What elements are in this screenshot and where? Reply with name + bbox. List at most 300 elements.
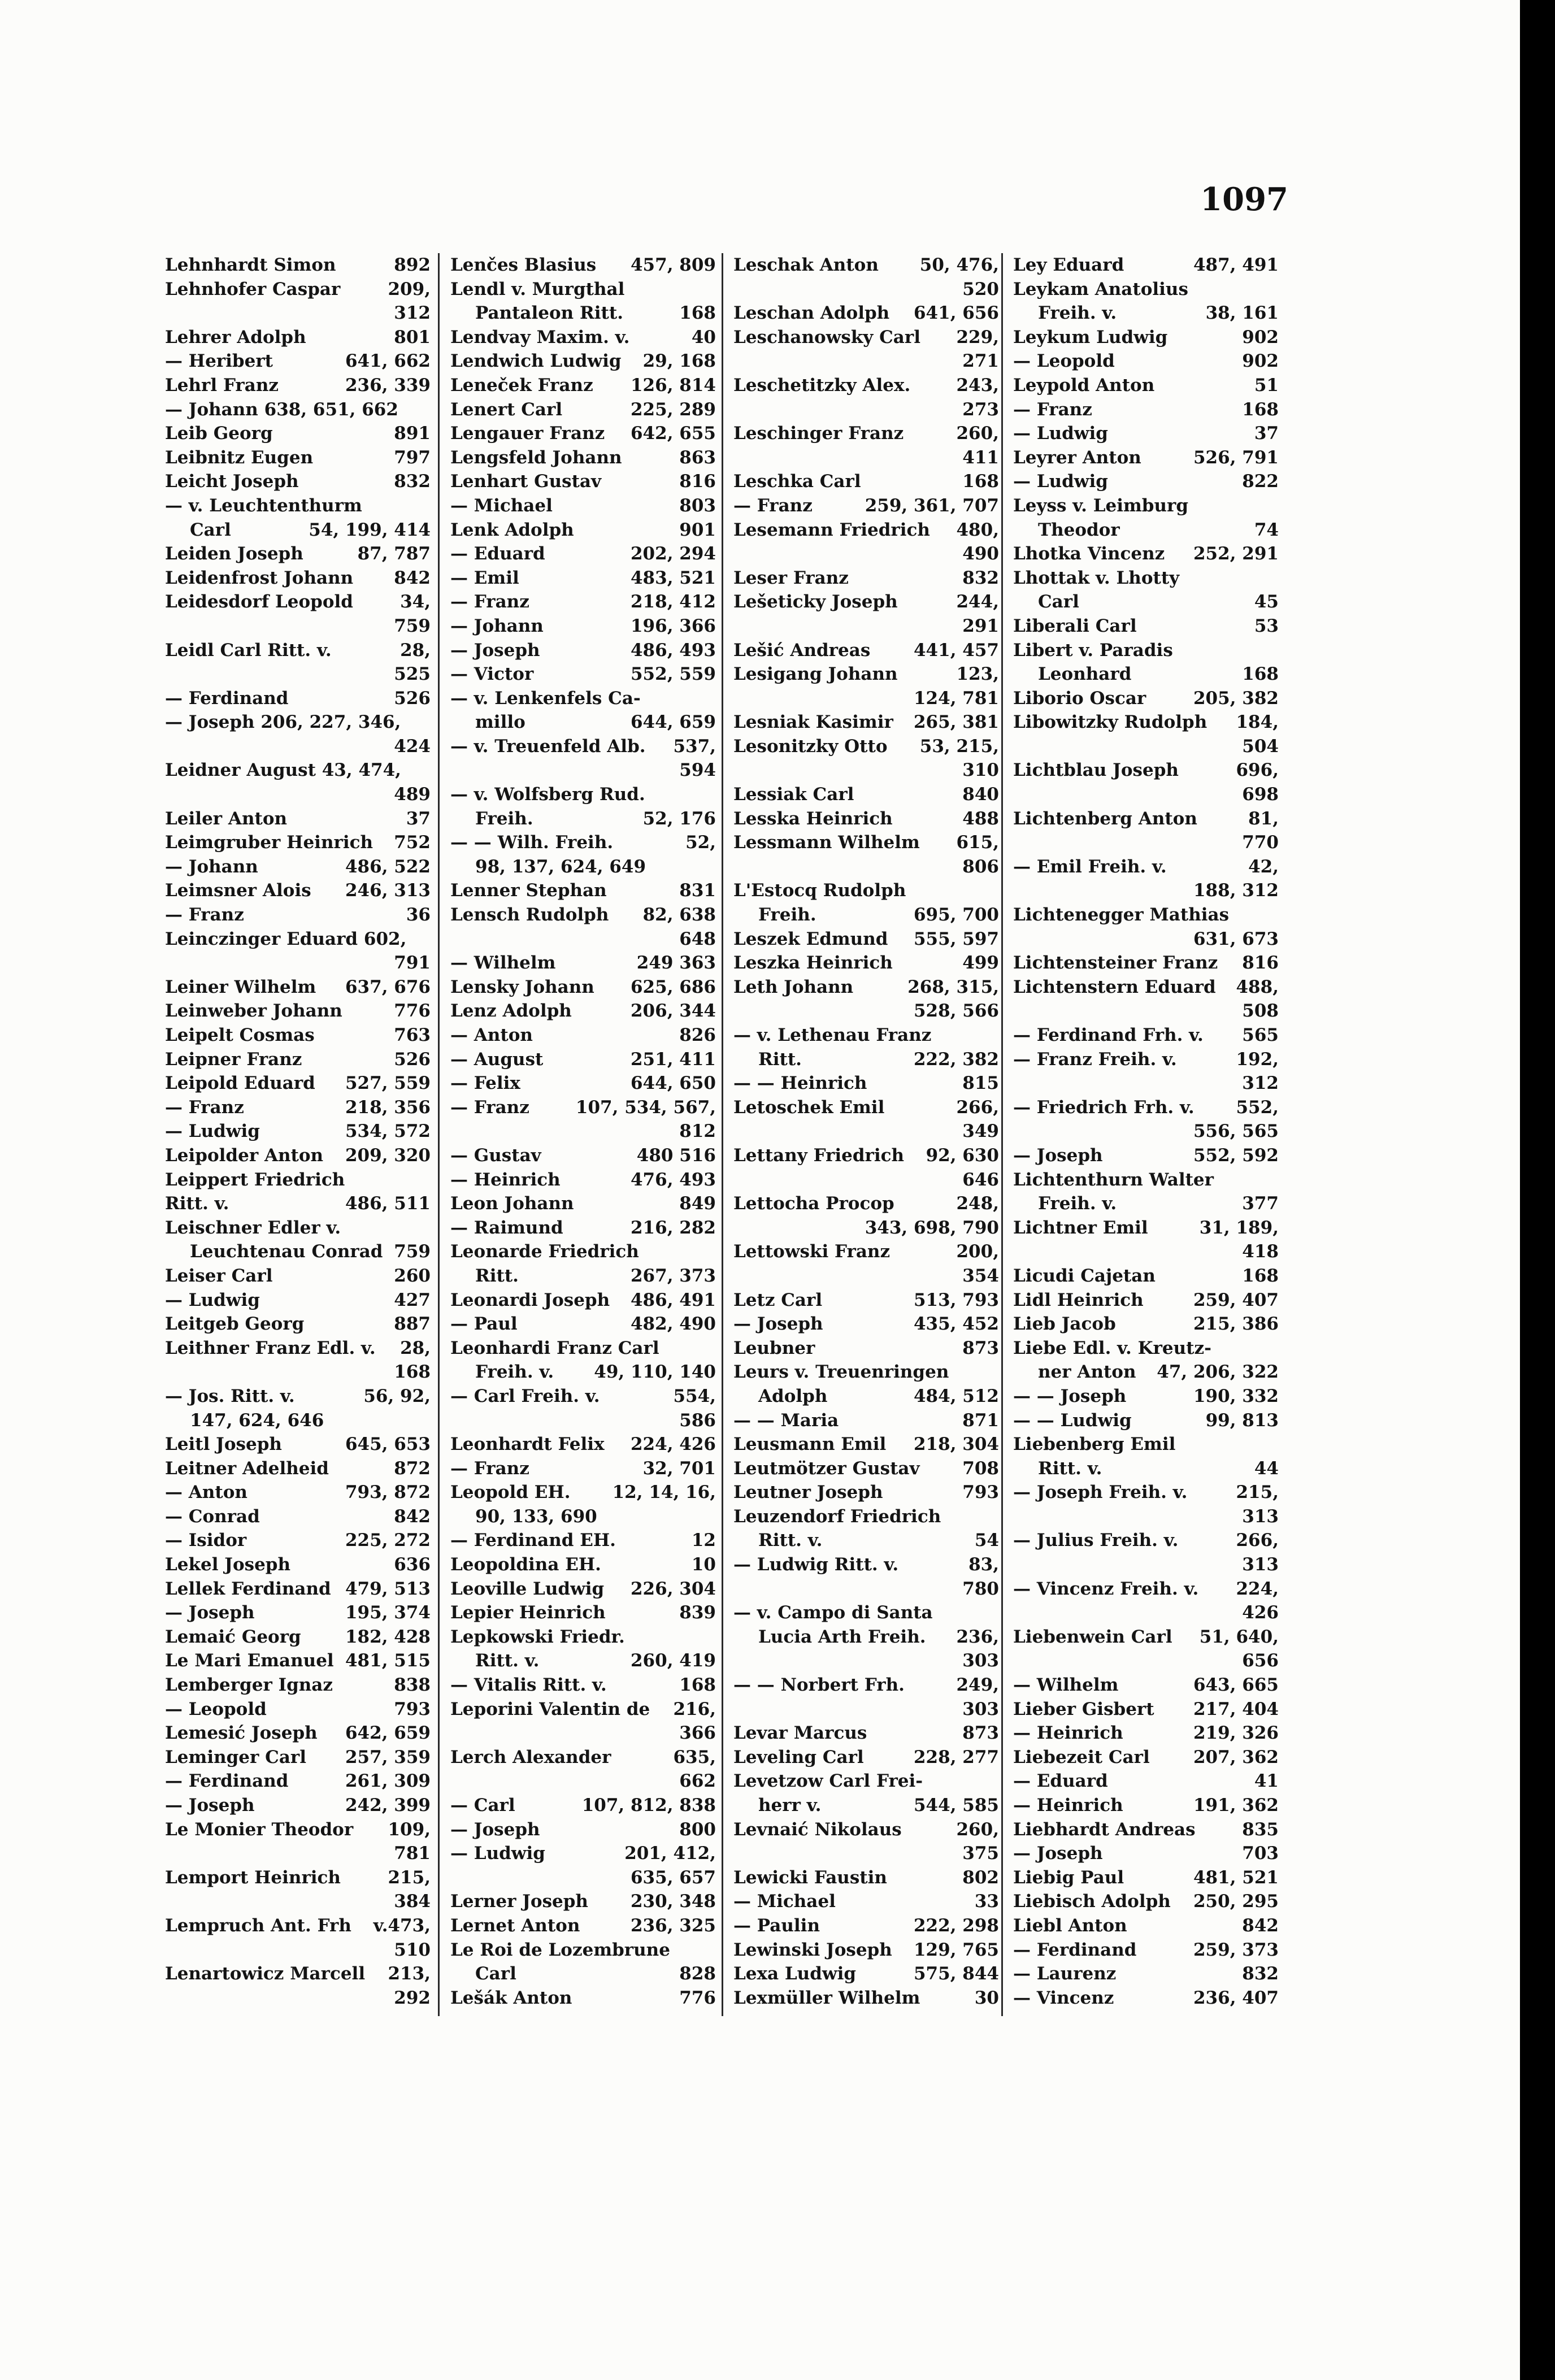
entry-pages: 832 [1242, 1964, 1279, 1984]
index-entry [450, 1240, 716, 1264]
index-entry [450, 566, 716, 590]
index-entry [165, 710, 431, 735]
index-entry [1013, 1096, 1279, 1120]
entry-name: — Emil [450, 567, 519, 588]
entry-pages: 226, 304 [630, 1578, 716, 1599]
index-entry [733, 1119, 999, 1144]
index-entry [450, 783, 716, 807]
index-entry [165, 494, 431, 518]
entry-pages: 826 [679, 1025, 716, 1045]
entry-pages: 267, 373 [630, 1265, 716, 1286]
index-entry [733, 1048, 999, 1072]
entry-pages: 902 [1242, 327, 1279, 348]
entry-name: — Ferdinand [165, 1771, 289, 1792]
index-entry [165, 758, 431, 783]
entry-name: — Vincenz Freih. v. [1013, 1578, 1199, 1599]
index-entry [165, 1119, 431, 1144]
entry-name: — Wilhelm [450, 953, 556, 974]
entry-name: Lengauer Franz [450, 423, 605, 444]
entry-pages: 249 363 [636, 953, 716, 974]
entry-name: Pantaleon Ritt. [475, 303, 623, 324]
entry-name: Lessmann Wilhelm [733, 832, 920, 853]
entry-name: Leiden Joseph [165, 544, 303, 564]
entry-pages: 816 [1242, 953, 1279, 974]
entry-pages: 643, 665 [1193, 1675, 1279, 1696]
entry-name: — Johann [165, 856, 258, 877]
index-entry [450, 277, 716, 302]
entry-pages: 490 [962, 544, 999, 564]
index-entry [450, 1962, 716, 1986]
entry-pages: 56, 92, [363, 1386, 431, 1406]
entry-pages: 81, [1248, 808, 1279, 829]
entry-name: Leiler Anton [165, 808, 288, 829]
entry-pages: 486, 522 [345, 856, 431, 877]
entry-name: Leykam Anatolius [1013, 279, 1188, 299]
entry-name: — Julius Freih. v. [1013, 1530, 1179, 1551]
index-entry [450, 518, 716, 542]
index-entry [450, 325, 716, 350]
entry-name: Freih. v. [475, 1362, 554, 1383]
index-entry [165, 1769, 431, 1793]
entry-pages: 832 [394, 471, 431, 492]
entry-name: — Vitalis Ritt. v. [450, 1675, 607, 1696]
index-column-2 [450, 253, 716, 2010]
index-entry [450, 1384, 716, 1409]
entry-pages: 427 [394, 1289, 431, 1310]
entry-pages: 486, 491 [630, 1289, 716, 1310]
entry-name: Levetzow Carl Frei- [733, 1771, 923, 1792]
index-entry [450, 1553, 716, 1577]
entry-name: Licudi Cajetan [1013, 1265, 1156, 1286]
entry-pages: 418 [1242, 1241, 1279, 1262]
entry-pages: 107, 534, 567, [575, 1097, 716, 1118]
index-entry [733, 1264, 999, 1288]
index-entry [1013, 1697, 1279, 1722]
entry-name: — Friedrich Frh. v. [1013, 1097, 1195, 1118]
entry-pages: 411 [962, 447, 999, 468]
entry-pages: 642, 655 [630, 423, 716, 444]
entry-name: Leveling Carl [733, 1747, 864, 1767]
index-entry [1013, 1119, 1279, 1144]
entry-name: — Isidor [165, 1530, 247, 1551]
index-entry [733, 1625, 999, 1649]
entry-pages: 631, 673 [1193, 928, 1279, 949]
entry-pages: 366 [679, 1723, 716, 1744]
index-entry [450, 639, 716, 663]
entry-pages: 487, 491 [1193, 255, 1279, 275]
entry-name: — Eduard [450, 544, 545, 564]
index-entry [450, 1769, 716, 1793]
entry-pages: 534, 572 [345, 1121, 431, 1142]
entry-pages: 168 [1242, 399, 1279, 420]
entry-pages: 260, [956, 1819, 999, 1840]
entry-pages: 696, [1236, 760, 1279, 781]
index-entry [1013, 710, 1279, 735]
entry-name: Lucia Arth Freih. [758, 1626, 926, 1647]
index-entry [450, 735, 716, 759]
entry-name: — Carl [450, 1795, 515, 1816]
entry-name: Leser Franz [733, 567, 849, 588]
entry-pages: 625, 686 [630, 976, 716, 997]
index-entry [165, 277, 431, 302]
index-entry [733, 758, 999, 783]
index-entry [733, 1432, 999, 1457]
index-entry [450, 903, 716, 927]
entry-name: — v. Wolfsberg Rud. [450, 784, 645, 805]
index-entry [1013, 1240, 1279, 1264]
entry-name: Leithner Franz Edl. v. [165, 1337, 376, 1358]
index-entry [733, 1986, 999, 2010]
entry-pages: 248, [956, 1193, 999, 1214]
entry-name: Leneček Franz [450, 375, 593, 396]
column-rule [438, 253, 440, 2016]
index-entry [1013, 1192, 1279, 1216]
index-entry [1013, 999, 1279, 1023]
entry-pages: 209, 320 [345, 1145, 431, 1166]
index-entry [1013, 1842, 1279, 1866]
index-entry [450, 542, 716, 566]
index-entry [733, 1168, 999, 1192]
index-entry [165, 1312, 431, 1336]
index-entry [450, 494, 716, 518]
index-entry [733, 614, 999, 639]
index-entry [733, 807, 999, 831]
entry-pages: 216, 282 [630, 1217, 716, 1238]
index-entry [1013, 1986, 1279, 2010]
entry-pages: 552, 592 [1193, 1145, 1279, 1166]
index-entry [165, 1192, 431, 1216]
entry-pages: 45 [1254, 592, 1279, 613]
index-entry [1013, 1721, 1279, 1745]
entry-name: — v. Lenkenfels Ca- [450, 688, 641, 709]
index-entry [450, 927, 716, 952]
index-entry [733, 1360, 999, 1384]
entry-pages: 354 [962, 1265, 999, 1286]
entry-pages: 375 [962, 1843, 999, 1864]
entry-pages: 312 [394, 303, 431, 324]
entry-pages: 752 [394, 832, 431, 853]
entry-pages: 525 [394, 664, 431, 685]
entry-pages: 236, 407 [1193, 1987, 1279, 2008]
index-entry [165, 1432, 431, 1457]
entry-name: — v. Campo di Santa [733, 1602, 933, 1623]
entry-pages: 259, 407 [1193, 1289, 1279, 1310]
index-entry [450, 1842, 716, 1866]
index-entry [1013, 1938, 1279, 1962]
entry-name: Carl [190, 519, 231, 540]
index-entry [1013, 1505, 1279, 1529]
entry-name: Lernet Anton [450, 1915, 580, 1936]
entry-pages: 207, 362 [1193, 1747, 1279, 1767]
index-entry [733, 1023, 999, 1048]
entry-name: Leschan Adolph [733, 303, 890, 324]
entry-pages: 565 [1242, 1025, 1279, 1045]
entry-pages: 842 [1242, 1915, 1279, 1936]
index-entry [1013, 518, 1279, 542]
index-entry [1013, 1071, 1279, 1096]
entry-pages: 10 [691, 1554, 716, 1575]
index-entry [450, 590, 716, 614]
entry-name: Leipolder Anton [165, 1145, 324, 1166]
entry-pages: 195, 374 [345, 1602, 431, 1623]
index-entry [450, 951, 716, 975]
entry-name: 90, 133, 690 [475, 1506, 597, 1527]
entry-pages: 806 [962, 856, 999, 877]
entry-pages: 424 [394, 736, 431, 757]
index-entry [450, 446, 716, 470]
entry-pages: 215, 386 [1193, 1314, 1279, 1335]
index-entry [733, 253, 999, 277]
entry-pages: 37 [406, 808, 431, 829]
index-entry [733, 1505, 999, 1529]
index-entry [165, 927, 431, 952]
entry-name: — Franz [450, 592, 529, 613]
index-entry [450, 422, 716, 446]
entry-name: Leyss v. Leimburg [1013, 495, 1189, 516]
index-entry [1013, 1673, 1279, 1697]
entry-pages: 892 [394, 255, 431, 275]
index-entry [733, 1144, 999, 1168]
entry-name: Lettany Friedrich [733, 1145, 905, 1166]
entry-name: — Emil Freih. v. [1013, 856, 1167, 877]
index-entry [165, 1673, 431, 1697]
entry-name: Lichtenberg Anton [1013, 808, 1197, 829]
column-rule [722, 253, 723, 2016]
entry-pages: 168 [679, 1675, 716, 1696]
entry-pages: 31, 189, [1199, 1217, 1279, 1238]
index-entry [450, 1336, 716, 1361]
entry-pages: 34, [400, 592, 431, 613]
index-entry [733, 1216, 999, 1240]
entry-pages: v.473, [373, 1915, 431, 1936]
index-entry [733, 662, 999, 687]
entry-pages: 313 [1242, 1506, 1279, 1527]
entry-pages: 12 [691, 1530, 716, 1551]
entry-pages: 228, 277 [913, 1747, 999, 1767]
entry-name: 147, 624, 646 [190, 1410, 324, 1431]
entry-name: Adolph [758, 1386, 828, 1406]
entry-pages: 236, [956, 1626, 999, 1647]
entry-pages: 645, 653 [345, 1434, 431, 1455]
index-entry [450, 1745, 716, 1770]
entry-name: — Ferdinand [165, 688, 289, 709]
entry-pages: 196, 366 [630, 615, 716, 636]
index-entry [1013, 1216, 1279, 1240]
entry-name: Lesigang Johann [733, 664, 898, 685]
index-entry [450, 1505, 716, 1529]
index-entry [1013, 542, 1279, 566]
entry-pages: 12, 14, 16, [612, 1482, 716, 1503]
index-entry [450, 1409, 716, 1433]
entry-pages: 213, [388, 1964, 431, 1984]
entry-pages: 252, 291 [1193, 544, 1279, 564]
entry-pages: 759 [394, 1241, 431, 1262]
entry-pages: 838 [394, 1675, 431, 1696]
index-entry [165, 903, 431, 927]
entry-name: L'Estocq Rudolph [733, 880, 906, 901]
index-entry [733, 1938, 999, 1962]
entry-pages: 36 [406, 905, 431, 926]
entry-name: Leutmötzer Gustav [733, 1458, 920, 1479]
index-entry [450, 1457, 716, 1481]
entry-pages: 124, 781 [913, 688, 999, 709]
index-entry [1013, 639, 1279, 663]
entry-pages: 803 [679, 495, 716, 516]
entry-pages: 476, 493 [630, 1169, 716, 1190]
entry-name: Leibnitz Eugen [165, 447, 314, 468]
index-entry [165, 1048, 431, 1072]
entry-pages: 273 [962, 399, 999, 420]
index-entry [1013, 1649, 1279, 1673]
entry-pages: 849 [679, 1193, 716, 1214]
entry-name: — Johann 638, 651, 662 [165, 399, 398, 420]
index-entry [1013, 1528, 1279, 1553]
index-entry [733, 855, 999, 879]
index-entry [450, 373, 716, 398]
index-entry [450, 1023, 716, 1048]
entry-name: Leopoldina EH. [450, 1554, 601, 1575]
index-entry [733, 1553, 999, 1577]
entry-pages: 483, 521 [630, 567, 716, 588]
index-entry [733, 1866, 999, 1890]
page-number: 1097 [1200, 181, 1288, 218]
index-entry [165, 1938, 431, 1962]
entry-name: Leth Johann [733, 976, 854, 997]
entry-name: Lhottak v. Lhotty [1013, 567, 1180, 588]
index-entry [733, 975, 999, 1000]
entry-pages: 648 [679, 928, 716, 949]
entry-name: Levar Marcus [733, 1723, 867, 1744]
entry-pages: 266, [956, 1097, 999, 1118]
entry-name: Lendvay Maxim. v. [450, 327, 630, 348]
index-entry [165, 1168, 431, 1192]
index-entry [1013, 1409, 1279, 1433]
index-entry [1013, 349, 1279, 373]
index-entry [1013, 758, 1279, 783]
index-entry [450, 1360, 716, 1384]
index-entry [165, 398, 431, 422]
index-entry [733, 1480, 999, 1505]
entry-pages: 260, [956, 423, 999, 444]
entry-pages: 109, [388, 1819, 431, 1840]
index-entry [165, 1505, 431, 1529]
entry-pages: 249, [956, 1675, 999, 1696]
entry-name: — Michael [450, 495, 553, 516]
index-entry [733, 1721, 999, 1745]
entry-pages: 33 [974, 1891, 999, 1912]
index-entry [165, 470, 431, 494]
entry-name: Libowitzky Rudolph [1013, 712, 1207, 733]
index-entry [733, 710, 999, 735]
entry-name: Ritt. v. [758, 1530, 823, 1551]
entry-pages: 168 [962, 471, 999, 492]
index-entry [1013, 1577, 1279, 1601]
entry-pages: 168 [679, 303, 716, 324]
entry-name: Leippert Friedrich [165, 1169, 345, 1190]
entry-pages: 644, 650 [630, 1073, 716, 1094]
index-entry [1013, 1023, 1279, 1048]
entry-pages: 871 [962, 1410, 999, 1431]
entry-pages: 242, 399 [345, 1795, 431, 1816]
entry-pages: 38, 161 [1205, 303, 1279, 324]
entry-name: — Franz [733, 495, 813, 516]
entry-name: Liebig Paul [1013, 1867, 1124, 1888]
entry-name: — — Ludwig [1013, 1410, 1132, 1431]
entry-pages: 54 [974, 1530, 999, 1551]
index-entry [450, 1071, 716, 1096]
entry-name: Lexa Ludwig [733, 1964, 857, 1984]
entry-pages: 168 [394, 1362, 431, 1383]
entry-name: 98, 137, 624, 649 [475, 856, 646, 877]
index-entry [1013, 422, 1279, 446]
index-entry [733, 999, 999, 1023]
entry-pages: 695, 700 [913, 905, 999, 926]
entry-pages: 488 [962, 808, 999, 829]
entry-name: Leusmann Emil [733, 1434, 887, 1455]
entry-pages: 99, 813 [1205, 1410, 1279, 1431]
index-entry [165, 831, 431, 855]
entry-name: — Franz [450, 1097, 529, 1118]
entry-name: Leporini Valentin de [450, 1699, 650, 1719]
entry-name: — Franz Freih. v. [1013, 1049, 1177, 1070]
index-entry [165, 422, 431, 446]
index-entry [1013, 687, 1279, 711]
index-entry [1013, 1144, 1279, 1168]
index-entry [1013, 927, 1279, 952]
entry-name: Carl [1038, 592, 1079, 613]
index-entry [733, 1890, 999, 1914]
entry-name: Liberali Carl [1013, 615, 1137, 636]
entry-name: — Ludwig Ritt. v. [733, 1554, 899, 1575]
entry-name: Lešić Andreas [733, 640, 871, 661]
entry-name: Leonhard [1038, 664, 1132, 685]
entry-name: Liebezeit Carl [1013, 1747, 1150, 1767]
entry-name: Leitl Joseph [165, 1434, 282, 1455]
index-entry [1013, 1890, 1279, 1914]
entry-pages: 812 [679, 1121, 716, 1142]
entry-name: Lerch Alexander [450, 1747, 611, 1767]
entry-name: Lichtensteiner Franz [1013, 953, 1218, 974]
entry-pages: 51, 640, [1199, 1626, 1279, 1647]
entry-name: — Ludwig [1013, 423, 1108, 444]
entry-name: Leicht Joseph [165, 471, 299, 492]
entry-name: — Franz [165, 905, 244, 926]
entry-pages: 872 [394, 1458, 431, 1479]
index-entry [165, 1360, 431, 1384]
index-entry [1013, 1264, 1279, 1288]
entry-name: — v. Lethenau Franz [733, 1025, 932, 1045]
index-entry [1013, 1457, 1279, 1481]
entry-pages: 259, 373 [1193, 1939, 1279, 1960]
entry-name: — Heinrich [450, 1169, 561, 1190]
entry-pages: 481, 521 [1193, 1867, 1279, 1888]
entry-pages: 92, 630 [926, 1145, 999, 1166]
index-entry [165, 999, 431, 1023]
index-entry [165, 1528, 431, 1553]
entry-pages: 250, 295 [1193, 1891, 1279, 1912]
index-entry [450, 349, 716, 373]
index-entry [165, 1793, 431, 1818]
entry-name: — Raimund [450, 1217, 563, 1238]
entry-name: Lensky Johann [450, 976, 594, 997]
index-entry [1013, 1168, 1279, 1192]
index-entry [450, 687, 716, 711]
entry-name: Leimsner Alois [165, 880, 311, 901]
index-entry [1013, 735, 1279, 759]
index-entry [165, 1649, 431, 1673]
index-entry [733, 1818, 999, 1842]
entry-pages: 586 [679, 1410, 716, 1431]
